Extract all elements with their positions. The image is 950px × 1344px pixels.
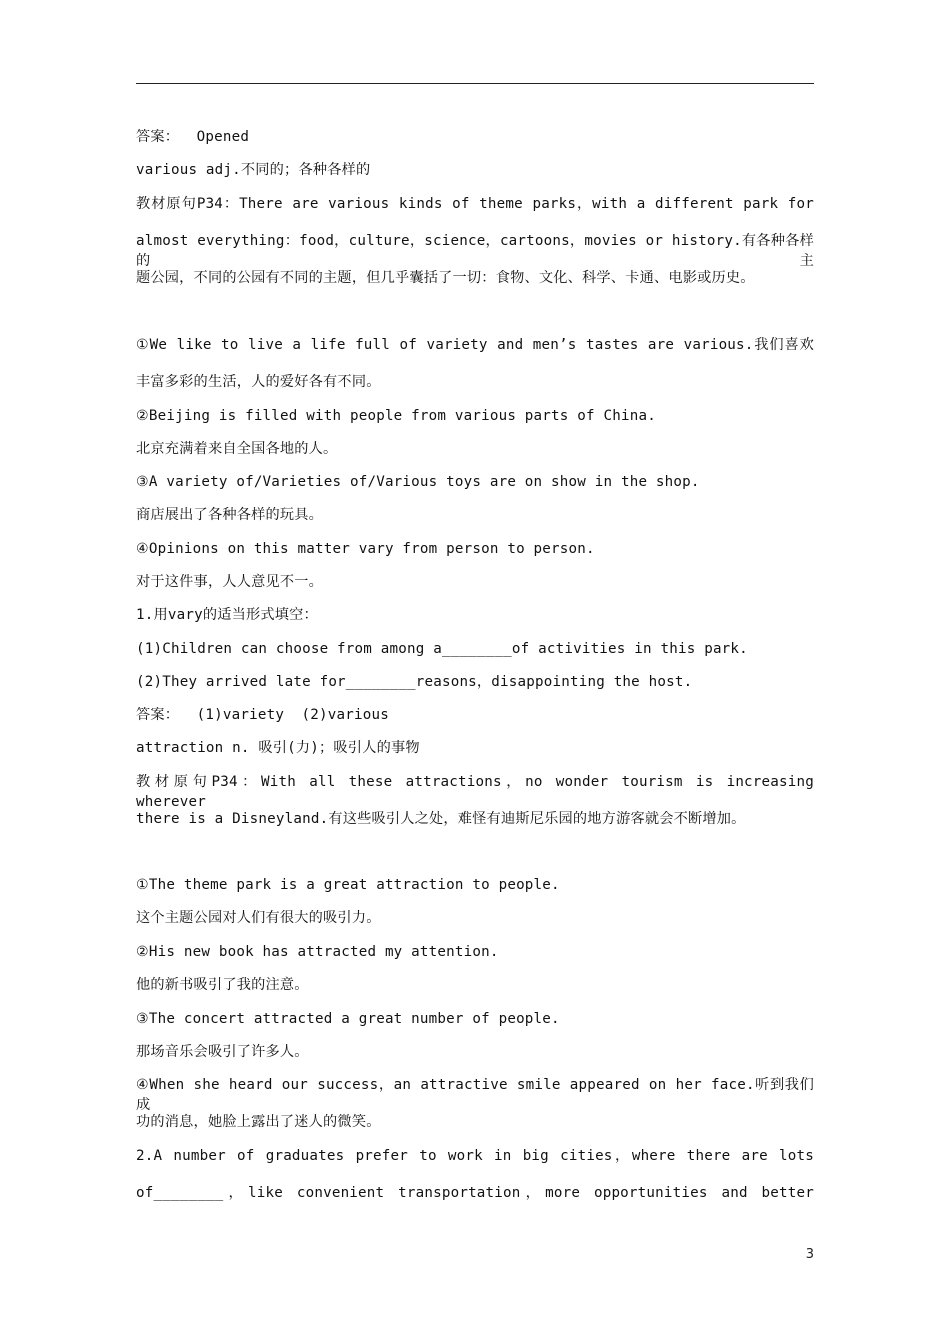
vocab-heading-various: various adj.不同的；各种各样的	[136, 162, 371, 178]
example-translation: 那场音乐会吸引了许多人。	[136, 1044, 309, 1060]
example-sentence: ②Beijing is filled with people from various parts of China.	[136, 408, 656, 424]
answer-line: 答案： Opened	[136, 129, 250, 145]
exercise-item: (2)They arrived late for________reasons，disappointing the host.	[136, 674, 693, 690]
example-translation: 这个主题公园对人们有很大的吸引力。	[136, 910, 381, 926]
exercise-item: 2.A number of graduates prefer to work in big cities，where there are lots	[136, 1148, 814, 1164]
example-sentence: ①We like to live a life full of variety and men’s tastes are various.我们喜欢	[136, 337, 814, 353]
exercise-item: of________，like convenient transportation，more opportunities and better	[136, 1185, 814, 1201]
exercise-heading: 1.用vary的适当形式填空：	[136, 607, 318, 623]
example-translation: 功的消息，她脸上露出了迷人的微笑。	[136, 1114, 381, 1130]
example-translation: 商店展出了各种各样的玩具。	[136, 507, 324, 523]
example-sentence: ④When she heard our success，an attractive smile appeared on her face.听到我们成	[136, 1077, 814, 1113]
example-translation: 他的新书吸引了我的注意。	[136, 977, 309, 993]
exercise-item: (1)Children can choose from among a________of activities in this park.	[136, 641, 748, 657]
example-sentence: ④Opinions on this matter vary from person to person.	[136, 541, 595, 557]
textbook-sentence: 题公园，不同的公园有不同的主题，但几乎囊括了一切：食物、文化、科学、卡通、电影或历史。	[136, 270, 755, 286]
example-translation: 对于这件事，人人意见不一。	[136, 574, 324, 590]
example-translation: 丰富多彩的生活，人的爱好各有不同。	[136, 374, 381, 390]
example-sentence: ①The theme park is a great attraction to people.	[136, 877, 560, 893]
page-number: 3	[805, 1247, 814, 1262]
textbook-sentence: 教材原句P34：There are various kinds of theme parks，with a different park for	[136, 196, 814, 212]
answer-line: 答案： (1)variety (2)various	[136, 707, 389, 723]
example-sentence: ②His new book has attracted my attention.	[136, 944, 499, 960]
textbook-sentence: almost everything：food，culture，science，cartoons，movies or history.有各种各样的主	[136, 233, 814, 269]
example-sentence: ③The concert attracted a great number of people.	[136, 1011, 560, 1027]
textbook-sentence: 教材原句P34：With all these attractions，no wonder tourism is increasing wherever	[136, 774, 814, 810]
example-sentence: ③A variety of/Varieties of/Various toys are on show in the shop.	[136, 474, 700, 490]
textbook-sentence: there is a Disneyland.有这些吸引人之处，难怪有迪斯尼乐园的地方游客就会不断增加。	[136, 811, 746, 827]
vocab-heading-attraction: attraction n. 吸引(力)；吸引人的事物	[136, 740, 420, 756]
header-rule	[136, 83, 814, 84]
example-translation: 北京充满着来自全国各地的人。	[136, 441, 338, 457]
